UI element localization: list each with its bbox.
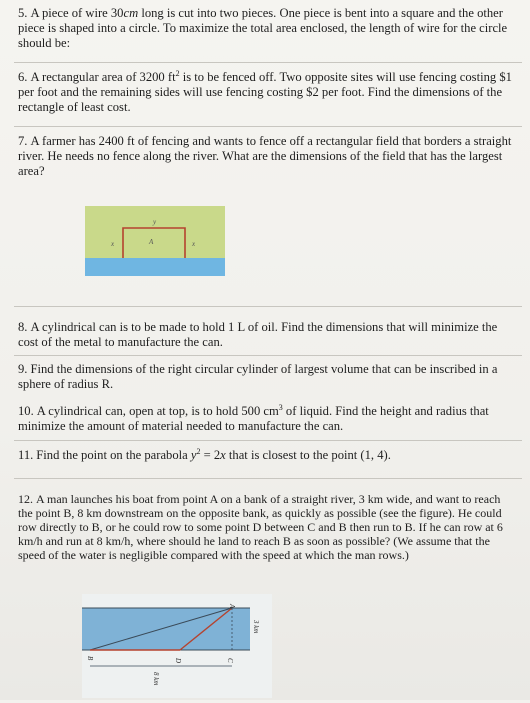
problem-number: 6. <box>18 70 28 84</box>
problem-text: A cylindrical can, open at top, is to hold 500 cm <box>36 404 279 418</box>
problem-text: A farmer has 2400 ft of fencing and wants to fence off a rectangular field that borders a straight river. He needs no fence along the river. What are the dimensions of the field that has the largest area? <box>18 134 512 178</box>
label-distance: 8 km <box>152 672 160 686</box>
label-x-right: x <box>192 240 196 248</box>
problem-6 <box>18 70 518 115</box>
problem-text: A piece of wire 30 <box>30 6 124 20</box>
river <box>85 258 225 276</box>
problem-number: 11. <box>18 448 34 462</box>
label-width: 3 km <box>252 620 260 634</box>
label-area: A <box>149 238 154 246</box>
problem-10 <box>18 404 518 434</box>
field-figure <box>85 206 225 276</box>
problem-9 <box>18 362 518 392</box>
divider <box>14 126 522 127</box>
problem-text: Find the dimensions of the right circular cylinder of largest volume that can be inscribed in a sphere of radius R. <box>18 362 498 391</box>
label-c: C <box>226 658 234 663</box>
problem-text-cont: of liquid. Find the height and radius that minimize the amount of material needed to manufacture the can. <box>18 404 489 433</box>
problem-12 <box>18 492 518 562</box>
equation-x: x <box>220 448 226 462</box>
divider <box>14 306 522 307</box>
label-a: A <box>228 604 236 609</box>
equation-exponent: 2 <box>196 446 201 456</box>
superscript: 3 <box>278 402 283 412</box>
divider <box>14 478 522 479</box>
label-x-left: x <box>111 240 115 248</box>
unit: cm <box>123 6 139 20</box>
problem-text: Find the point on the parabola <box>36 448 191 462</box>
field-diagram <box>85 206 225 276</box>
problem-text: A cylindrical can is to be made to hold 1 L of oil. Find the dimensions that will minimize the cost of the metal to manufacture the can. <box>18 320 498 349</box>
label-y: y <box>153 218 157 226</box>
problem-number: 12. <box>18 492 33 506</box>
problem-11 <box>18 448 518 463</box>
problem-number: 7. <box>18 134 28 148</box>
label-d: D <box>174 658 182 664</box>
problem-7 <box>18 134 518 179</box>
problem-5 <box>18 6 518 51</box>
problem-text: A man launches his boat from point A on a bank of a straight river, 3 km wide, and want to reach the point B, 8 km downstream on the opposite bank, as quickly as possible (see the figure). He could row directly to B, or he could row to some point D between C and B then run to B. If he can row at 6 km/h and run at 8 km/h, where should he land to reach B as soon as possible? (We assume that the speed of the water is negligible compared with the speed at which the man rows.) <box>18 492 503 562</box>
river-figure <box>82 594 272 698</box>
river-diagram <box>82 594 272 698</box>
equation-y: y <box>190 448 197 462</box>
problem-text-cont: that is closest to the point (1, 4). <box>225 448 391 462</box>
equation-middle: = 2 <box>200 448 221 462</box>
problem-number: 8. <box>18 320 28 334</box>
problem-number: 5. <box>18 6 28 20</box>
divider <box>14 440 522 441</box>
superscript: 2 <box>175 68 180 78</box>
problem-text-cont: long is cut into two pieces. One piece is bent into a square and the other piece is shaped into a circle. To maximize the total area enclosed, the length of wire for the circle should be: <box>18 6 508 50</box>
problem-8 <box>18 320 518 350</box>
label-b: B <box>86 656 94 661</box>
problem-number: 9. <box>18 362 28 376</box>
problem-text: A rectangular area of 3200 ft <box>30 70 176 84</box>
problem-number: 10. <box>18 404 34 418</box>
divider <box>14 355 522 356</box>
divider <box>14 62 522 63</box>
problem-text-cont: is to be fenced off. Two opposite sites will use fencing costing $1 per foot and the remaining sides will use fencing costing $2 per foot. Find the dimensions of the rectangle of least cost. <box>18 70 512 114</box>
